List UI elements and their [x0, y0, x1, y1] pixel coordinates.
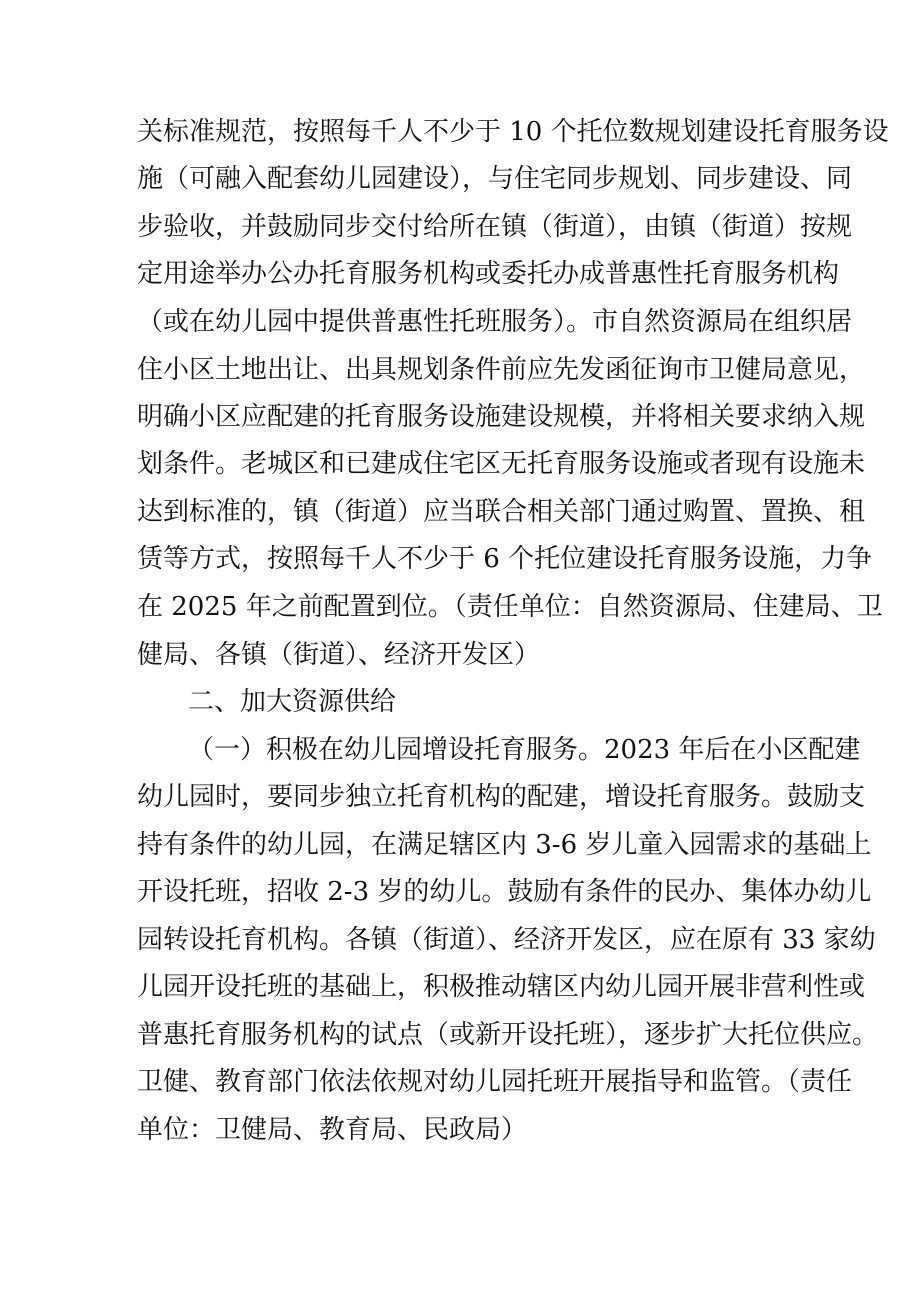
text-line: 划条件。老城区和已建成住宅区无托育服务设施或者现有设施未 — [137, 449, 866, 479]
text-line: 健局、各镇（街道）、经济开发区） — [137, 640, 541, 670]
text-line: 园转设托育机构。各镇（街道）、经济开发区，应在原有 33 家幼 — [137, 925, 876, 955]
text-line: 卫健、教育部门依法依规对幼儿园托班开展指导和监管。（责任 — [137, 1067, 853, 1097]
text-line: 赁等方式，按照每千人不少于 6 个托位建设托育服务设施，力争 — [137, 544, 873, 574]
text-line: 开设托班，招收 2-3 岁的幼儿。鼓励有条件的民办、集体办幼儿 — [137, 877, 872, 907]
text-line: 定用途举办公办托育服务机构或委托办成普惠性托育服务机构 — [137, 259, 840, 289]
text-line: 住小区土地出让、出具规划条件前应先发函征询市卫健局意见， — [137, 355, 866, 385]
section-heading: 二、加大资源供给 — [188, 687, 397, 717]
text-line: 达到标准的，镇（街道）应当联合相关部门通过购置、置换、租 — [137, 497, 866, 527]
text-line: 幼儿园时，要同步独立托育机构的配建，增设托育服务。鼓励支 — [137, 782, 866, 812]
text-line: 普惠托育服务机构的试点（或新开设托班），逐步扩大托位供应。 — [137, 1020, 879, 1050]
text-line: （或在幼儿园中提供普惠性托班服务）。市自然资源局在组织居 — [137, 307, 853, 337]
text-line: 在 2025 年之前配置到位。（责任单位：自然资源局、住建局、卫 — [137, 592, 883, 622]
paragraph-first-line: （一）积极在幼儿园增设托育服务。2023 年后在小区配建 — [188, 735, 861, 765]
text-line: 明确小区应配建的托育服务设施建设规模，并将相关要求纳入规 — [137, 402, 866, 432]
text-line: 步验收，并鼓励同步交付给所在镇（街道），由镇（街道）按规 — [137, 212, 853, 242]
text-line: 关标准规范，按照每千人不少于 10 个托位数规划建设托育服务设 — [137, 117, 889, 147]
text-line: 持有条件的幼儿园，在满足辖区内 3-6 岁儿童入园需求的基础上 — [137, 830, 872, 860]
text-line: 施（可融入配套幼儿园建设），与住宅同步规划、同步建设、同 — [137, 164, 853, 194]
text-line: 单位：卫健局、教育局、民政局） — [137, 1115, 528, 1145]
text-line: 儿园开设托班的基础上，积极推动辖区内幼儿园开展非营利性或 — [137, 972, 866, 1002]
